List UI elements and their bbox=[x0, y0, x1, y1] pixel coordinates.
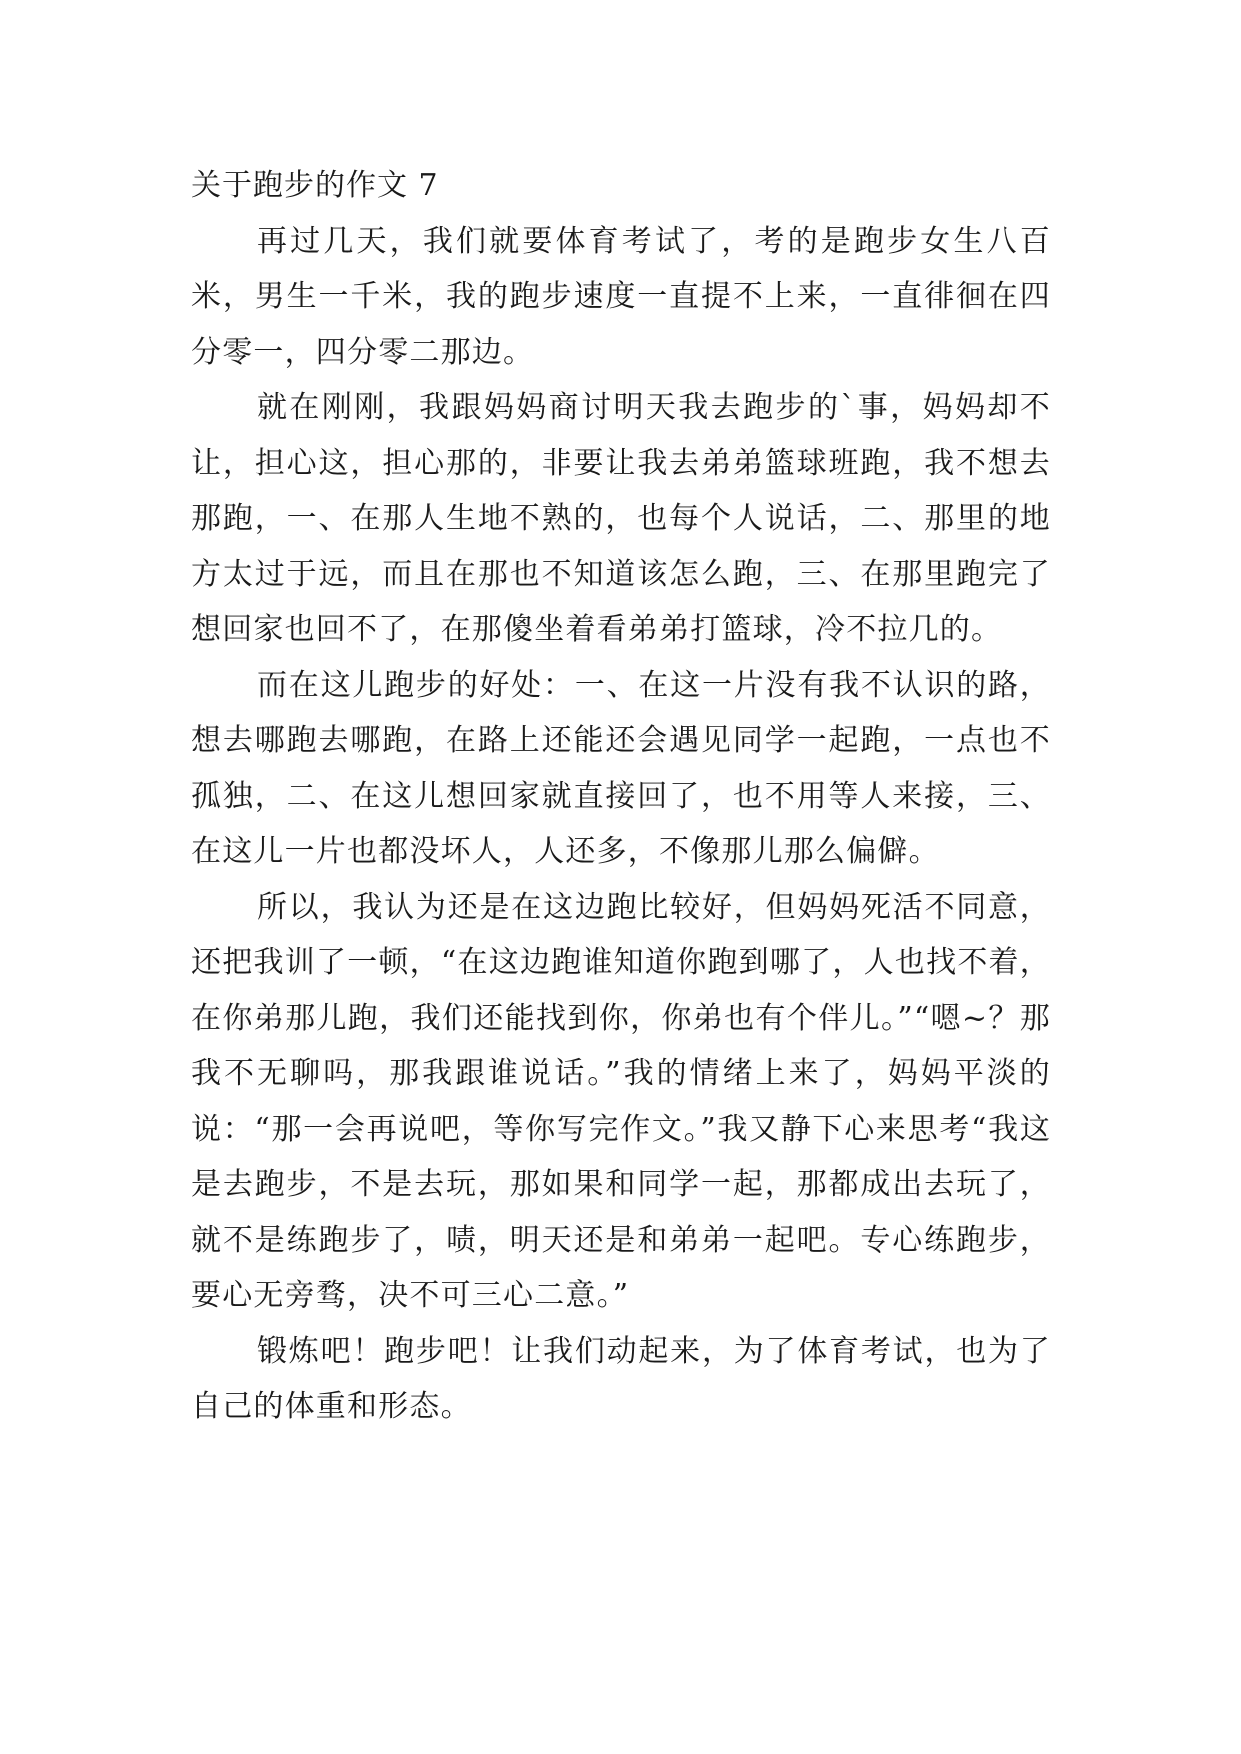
paragraph-1: 再过几天，我们就要体育考试了，考的是跑步女生八百米，男生一千米，我的跑步速度一直提不上来，一直徘徊在四分零一，四分零二那边。 bbox=[191, 223, 1051, 370]
paragraph-2: 就在刚刚，我跟妈妈商讨明天我去跑步的`事，妈妈却不让，担心这，担心那的，非要让我去弟弟篮球班跑，我不想去那跑，一、在那人生地不熟的，也每个人说话，二、那里的地方太过于远，而且在那也不知道该怎么跑，三、在那里跑完了想回家也回不了，在那傻坐着看弟弟打篮球，冷不拉几的。 bbox=[191, 390, 1051, 647]
paragraph-3: 而在这儿跑步的好处：一、在这一片没有我不认识的路，想去哪跑去哪跑，在路上还能还会遇见同学一起跑，一点也不孤独，二、在这儿想回家就直接回了，也不用等人来接，三、在这儿一片也都没坏人，人还多，不像那儿那么偏僻。 bbox=[191, 667, 1051, 869]
paragraph-5: 锻炼吧！跑步吧！让我们动起来，为了体育考试，也为了自己的体重和形态。 bbox=[191, 1333, 1051, 1424]
document-title: 关于跑步的作文 7 bbox=[191, 168, 439, 203]
paragraph-4: 所以，我认为还是在这边跑比较好，但妈妈死活不同意，还把我训了一顿，“在这边跑谁知道你跑到哪了，人也找不着，在你弟那儿跑，我们还能找到你，你弟也有个伴儿。”“嗯~？那我不无聊吗，那我跟谁说话。”我的情绪上来了，妈妈平淡的说：“那一会再说吧，等你写完作文。”我又静下心来思考“我这是去跑步，不是去玩，那如果和同学一起，那都成出去玩了，就不是练跑步了，啧，明天还是和弟弟一起吧。专心练跑步，要心无旁骛，决不可三心二意。” bbox=[191, 889, 1051, 1313]
document-body bbox=[191, 158, 1051, 1435]
